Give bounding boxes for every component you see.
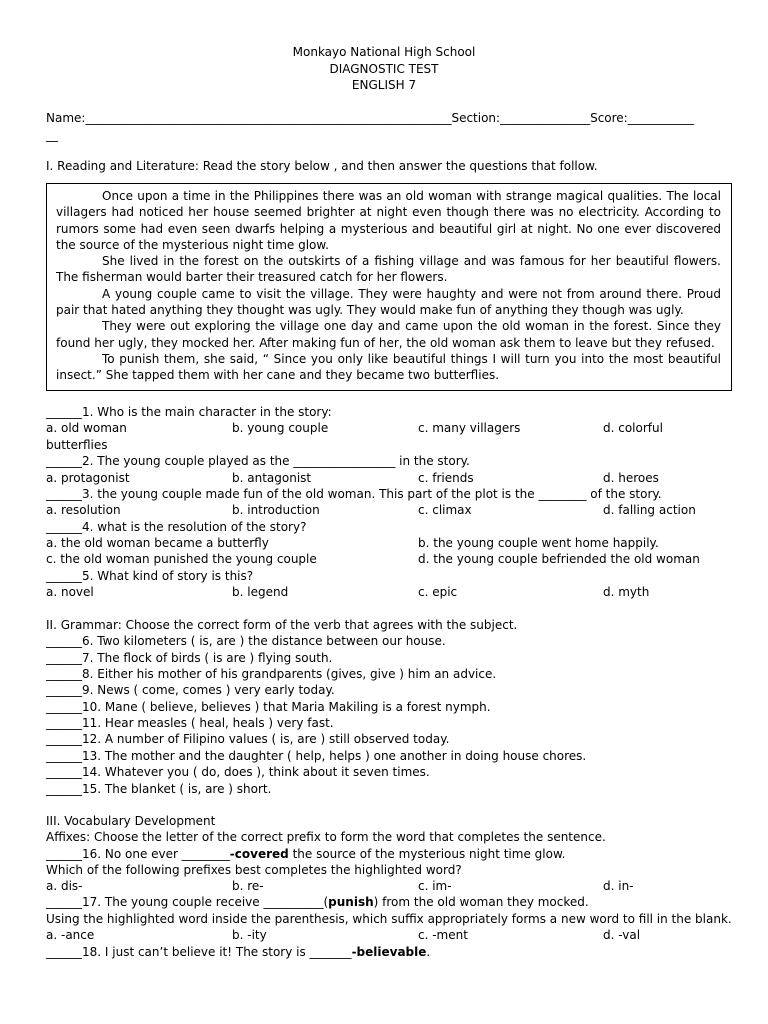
test-title: DIAGNOSTIC TEST (329, 62, 439, 76)
subject-title: ENGLISH 7 (351, 78, 417, 92)
q2-option-a: a. protagonist (46, 471, 130, 485)
story-paragraph: They were out exploring the village one day and came upon the old woman in the forest. Since they found her ugly, they mocked her. After making fun of her, the old woman ask them to leave but they refused. (56, 319, 721, 350)
grammar-item: ______14. Whatever you ( do, does ), think about it seven times. (46, 765, 430, 779)
grammar-item: ______15. The blanket ( is, are ) short. (46, 782, 272, 796)
q4-option-c: c. the old woman punished the young couple (46, 552, 317, 566)
q1-option-c: c. many villagers (418, 421, 521, 435)
q17-instruction: Using the highlighted word inside the parenthesis, which suffix appropriately forms a new word to fill in the blank. (46, 912, 732, 926)
q4-option-d: d. the young couple befriended the old woman (418, 552, 700, 566)
question-4: ______4. what is the resolution of the story? (46, 520, 307, 534)
part1-heading: I. Reading and Literature: Read the story below , and then answer the questions that follow. (46, 159, 598, 173)
story-paragraph: To punish them, she said, “ Since you only like beautiful things I will turn you into the most beautiful insect.” She tapped them with her cane and they became two butterflies. (56, 351, 721, 383)
grammar-item: ______10. Mane ( believe, believes ) that Maria Makiling is a forest nymph. (46, 700, 491, 714)
q2-option-d: d. heroes (603, 471, 659, 485)
part2-heading: II. Grammar: Choose the correct form of the verb that agrees with the subject. (46, 618, 518, 632)
question-5: ______5. What kind of story is this? (46, 569, 254, 583)
q17-text-end: ) from the old woman they mocked. (373, 895, 589, 909)
q16-option-a: a. dis- (46, 879, 83, 893)
story-text (56, 188, 721, 384)
q5-option-b: b. legend (232, 585, 289, 599)
story-paragraph: A young couple came to visit the village. They were haughty and were not from around there. Proud pair that hated anything they thought was ugly. They would make fun of anything they though was ugly. (56, 286, 721, 318)
q5-option-a: a. novel (46, 585, 94, 599)
q5-option-d: d. myth (603, 585, 650, 599)
q3-option-b: b. introduction (232, 503, 320, 517)
part3-heading: III. Vocabulary Development (46, 814, 216, 828)
q5-option-c: c. epic (418, 585, 458, 599)
grammar-item: ______6. Two kilometers ( is, are ) the distance between our house. (46, 634, 446, 648)
question-17 (46, 894, 589, 910)
q16-instruction: Which of the following prefixes best completes the highlighted word? (46, 863, 462, 877)
q4-option-a: a. the old woman became a butterfly (46, 536, 269, 550)
q16-text-end: the source of the mysterious night time glow. (288, 847, 566, 861)
q3-option-c: c. climax (418, 503, 472, 517)
question-16 (46, 846, 565, 862)
q17-option-b: b. -ity (232, 928, 267, 942)
question-1: ______1. Who is the main character in the story: (46, 405, 332, 419)
name-line-wrap: __ (46, 128, 58, 142)
q3-option-d: d. falling action (603, 503, 696, 517)
q16-option-b: b. re- (232, 879, 264, 893)
grammar-item: ______7. The flock of birds ( is are ) flying south. (46, 651, 333, 665)
q18-text-end: . (426, 945, 431, 959)
q2-option-c: c. friends (418, 471, 474, 485)
affixes-instruction: Affixes: Choose the letter of the correct prefix to form the word that completes the sentence. (46, 830, 606, 844)
question-3: ______3. the young couple made fun of the old woman. This part of the plot is the ________ of the story. (46, 487, 662, 501)
q16-option-c: c. im- (418, 879, 452, 893)
q1-option-b: b. young couple (232, 421, 329, 435)
q3-option-a: a. resolution (46, 503, 121, 517)
q16-option-d: d. in- (603, 879, 634, 893)
q17-option-c: c. -ment (418, 928, 468, 942)
q17-option-d: d. -val (603, 928, 641, 942)
grammar-item: ______9. News ( come, comes ) very early today. (46, 683, 335, 697)
q18-highlighted-word: -believable (351, 945, 427, 959)
question-18 (46, 944, 430, 960)
grammar-item: ______12. A number of Filipino values ( is, are ) still observed today. (46, 732, 450, 746)
q2-option-b: b. antagonist (232, 471, 312, 485)
grammar-item: ______8. Either his mother of his grandparents (gives, give ) him an advice. (46, 667, 497, 681)
q16-highlighted-word: -covered (229, 847, 289, 861)
q1-option-d: d. colorful (603, 421, 663, 435)
q1-option-a: a. old woman (46, 421, 127, 435)
q17-highlighted-word: punish (328, 895, 374, 909)
q18-text-start: ______18. I just can’t believe it! The story is _______ (46, 945, 352, 959)
question-2: ______2. The young couple played as the _________________ in the story. (46, 454, 470, 468)
grammar-item: ______13. The mother and the daughter ( help, helps ) one another in doing house chores. (46, 749, 587, 763)
q1-option-d-wrap: butterflies (46, 438, 108, 452)
school-name: Monkayo National High School (292, 45, 476, 59)
story-paragraph: Once upon a time in the Philippines there was an old woman with strange magical qualities. The local villagers had noticed her house seemed brighter at night even though there was no electricity. According to rumors some had even seen dwarfs helping a mysterious and beautiful girl at night. No one ever discovered the source of the mysterious night time glow. (56, 189, 721, 252)
q17-option-a: a. -ance (46, 928, 95, 942)
story-paragraph: She lived in the forest on the outskirts of a fishing village and was famous for her beautiful flowers. The fisherman would barter their treasured catch for her flowers. (56, 254, 721, 285)
q16-text-start: ______16. No one ever ________ (46, 847, 230, 861)
grammar-item: ______11. Hear measles ( heal, heals ) very fast. (46, 716, 334, 730)
q17-text-start: ______17. The young couple receive __________( (46, 895, 329, 909)
q4-option-b: b. the young couple went home happily. (418, 536, 659, 550)
name-section-score-line: Name:_____________________________________________________________Section:_______________Score:___________ (46, 111, 694, 125)
